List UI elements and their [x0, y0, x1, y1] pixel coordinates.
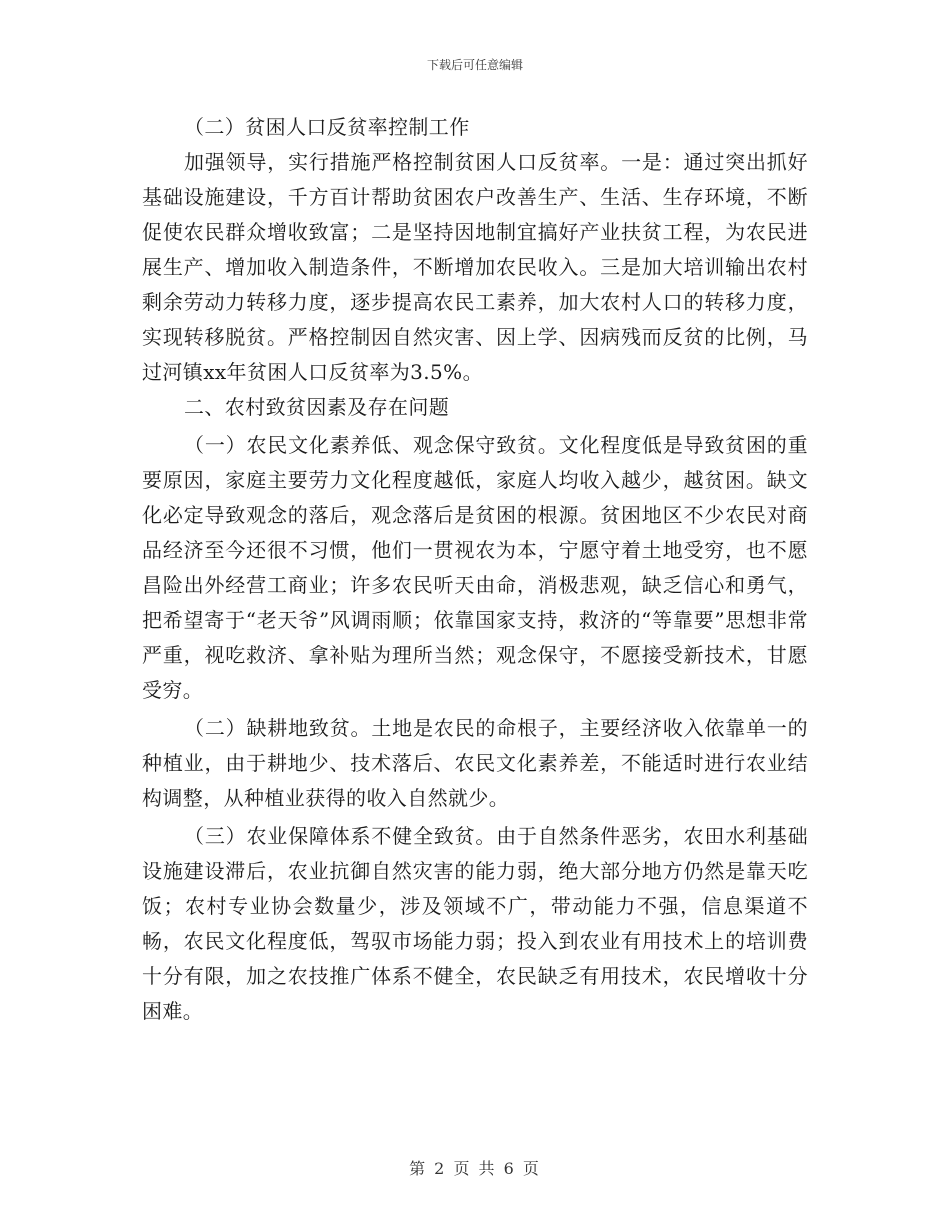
- paragraph-agricultural-support: （三）农业保障体系不健全致贫。由于自然条件恶劣，农田水利基础设施建设滞后，农业抗御自然灾害的能力弱，绝大部分地方仍然是靠天吃饭；农村专业协会数量少，涉及领域不广，带动能力不强，信息渠道不畅，农民文化程度低，驾驭市场能力弱；投入到农业有用技术上的培训费十分有限，加之农技推广体系不健全，农民缺乏有用技术，农民增收十分困难。: [142, 824, 808, 1023]
- paragraph-lack-of-farmland: （二）缺耕地致贫。土地是农民的命根子，主要经济收入依靠单一的种植业，由于耕地少、技术落后、农民文化素养差，不能适时进行农业结构调整，从种植业获得的收入自然就少。: [142, 716, 808, 810]
- page-header: 下载后可任意编辑: [426, 58, 523, 72]
- section-heading-causes-of-poverty: 二、农村致贫因素及存在问题: [184, 395, 450, 419]
- section-heading-poverty-relapse-control: （二）贫困人口反贫率控制工作: [184, 115, 470, 139]
- document-body: [142, 110, 808, 1029]
- page-footer: 第 2 页 共 6 页: [409, 1159, 541, 1178]
- paragraph-strengthen-leadership: 加强领导，实行措施严格控制贫困人口反贫率。一是：通过突出抓好基础设施建设，千方百计帮助贫困农户改善生产、生活、生存环境，不断促使农民群众增收致富；二是坚持因地制宜搞好产业扶贫工程，为农民进展生产、增加收入制造条件，不断增加农民收入。三是加大培训输出农村剩余劳动力转移力度，逐步提高农民工素养，加大农村人口的转移力度，实现转移脱贫。严格控制因自然灾害、因上学、因病残而反贫的比例，马过河镇xx年贫困人口反贫率为3.5%。: [142, 150, 808, 384]
- paragraph-low-education: （一）农民文化素养低、观念保守致贫。文化程度低是导致贫困的重要原因，家庭主要劳力文化程度越低，家庭人均收入越少，越贫困。缺文化必定导致观念的落后，观念落后是贫困的根源。贫困地区不少农民对商品经济至今还很不习惯，他们一贯视农为本，宁愿守着土地受穷，也不愿昌险出外经营工商业；许多农民听天由命，消极悲观，缺乏信心和勇气，把希望寄于“老天爷”风调雨顺；依靠国家支持，救济的“等靠要”思想非常严重，视吃救济、拿补贴为理所当然；观念保守，不愿接受新技术，甘愿受穷。: [142, 433, 808, 702]
